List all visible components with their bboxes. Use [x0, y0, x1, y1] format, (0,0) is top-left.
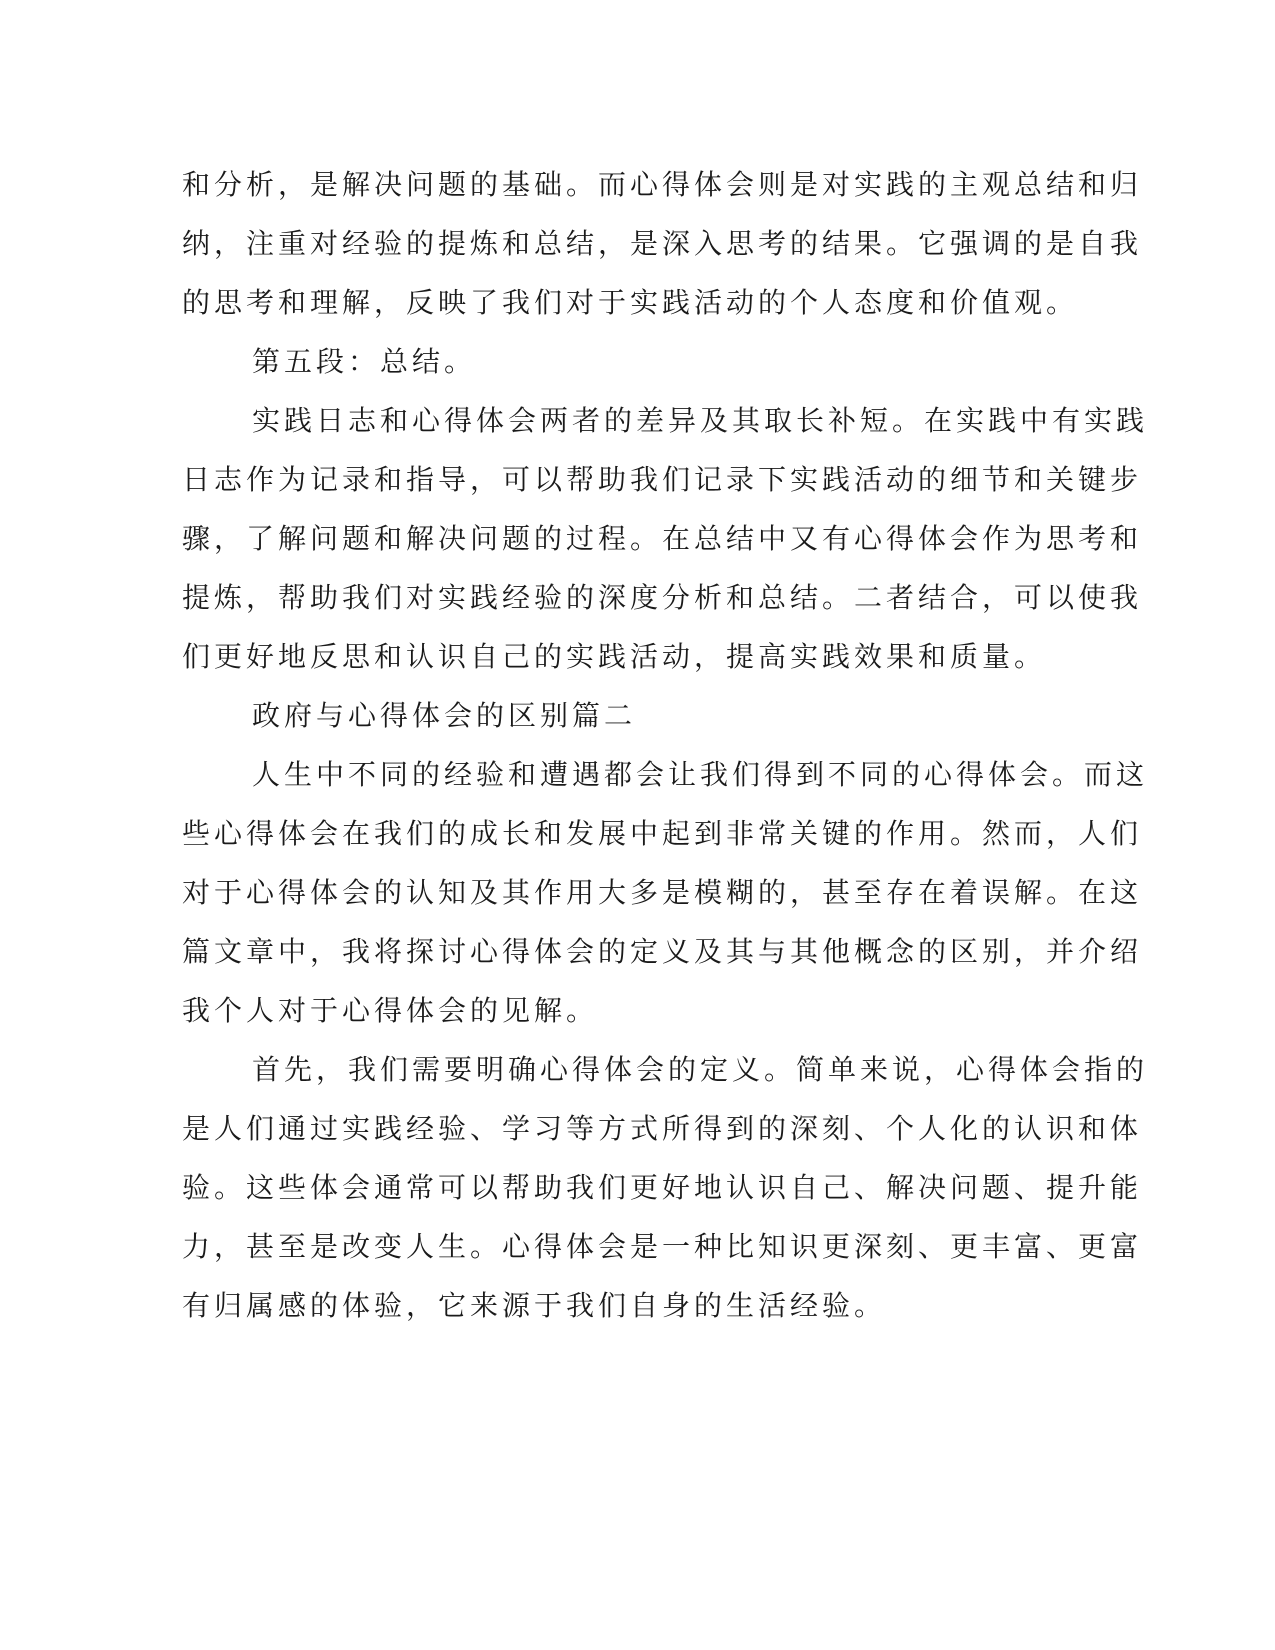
article-title [182, 690, 1042, 749]
text-line: 力，甚至是改变人生。心得体会是一种比知识更深刻、更丰富、更富 [182, 1230, 1143, 1263]
heading-line: 第五段：总结。 [252, 345, 477, 378]
text-line: 对于心得体会的认知及其作用大多是模糊的，甚至存在着误解。在这 [182, 876, 1143, 909]
text-line: 提炼，帮助我们对实践经验的深度分析和总结。二者结合，可以使我 [182, 581, 1143, 614]
paragraph-1 [182, 159, 1143, 336]
paragraph-3 [182, 749, 1149, 1044]
text-line: 篇文章中，我将探讨心得体会的定义及其与其他概念的区别，并介绍 [182, 935, 1143, 968]
text-line: 实践日志和心得体会两者的差异及其取长补短。在实践中有实践 [252, 404, 1149, 437]
text-line: 和分析，是解决问题的基础。而心得体会则是对实践的主观总结和归 [182, 168, 1143, 201]
paragraph-2 [182, 395, 1149, 690]
section-heading-5 [182, 336, 1042, 395]
text-line: 首先，我们需要明确心得体会的定义。简单来说，心得体会指的 [252, 1053, 1149, 1086]
heading-line: 政府与心得体会的区别篇二 [252, 699, 637, 732]
paragraph-4 [182, 1044, 1149, 1339]
text-line: 人生中不同的经验和遭遇都会让我们得到不同的心得体会。而这 [252, 758, 1149, 791]
text-line: 验。这些体会通常可以帮助我们更好地认识自己、解决问题、提升能 [182, 1171, 1143, 1204]
text-line: 是人们通过实践经验、学习等方式所得到的深刻、个人化的认识和体 [182, 1112, 1143, 1145]
text-line: 们更好地反思和认识自己的实践活动，提高实践效果和质量。 [182, 640, 1047, 673]
text-line: 些心得体会在我们的成长和发展中起到非常关键的作用。然而，人们 [182, 817, 1143, 850]
document-body [182, 159, 1149, 1339]
text-line: 骤，了解问题和解决问题的过程。在总结中又有心得体会作为思考和 [182, 522, 1143, 555]
text-line: 纳，注重对经验的提炼和总结，是深入思考的结果。它强调的是自我 [182, 227, 1143, 260]
text-line: 我个人对于心得体会的见解。 [182, 994, 599, 1027]
text-line: 的思考和理解，反映了我们对于实践活动的个人态度和价值观。 [182, 286, 1079, 319]
text-line: 有归属感的体验，它来源于我们自身的生活经验。 [182, 1289, 887, 1322]
text-line: 日志作为记录和指导，可以帮助我们记录下实践活动的细节和关键步 [182, 463, 1143, 496]
